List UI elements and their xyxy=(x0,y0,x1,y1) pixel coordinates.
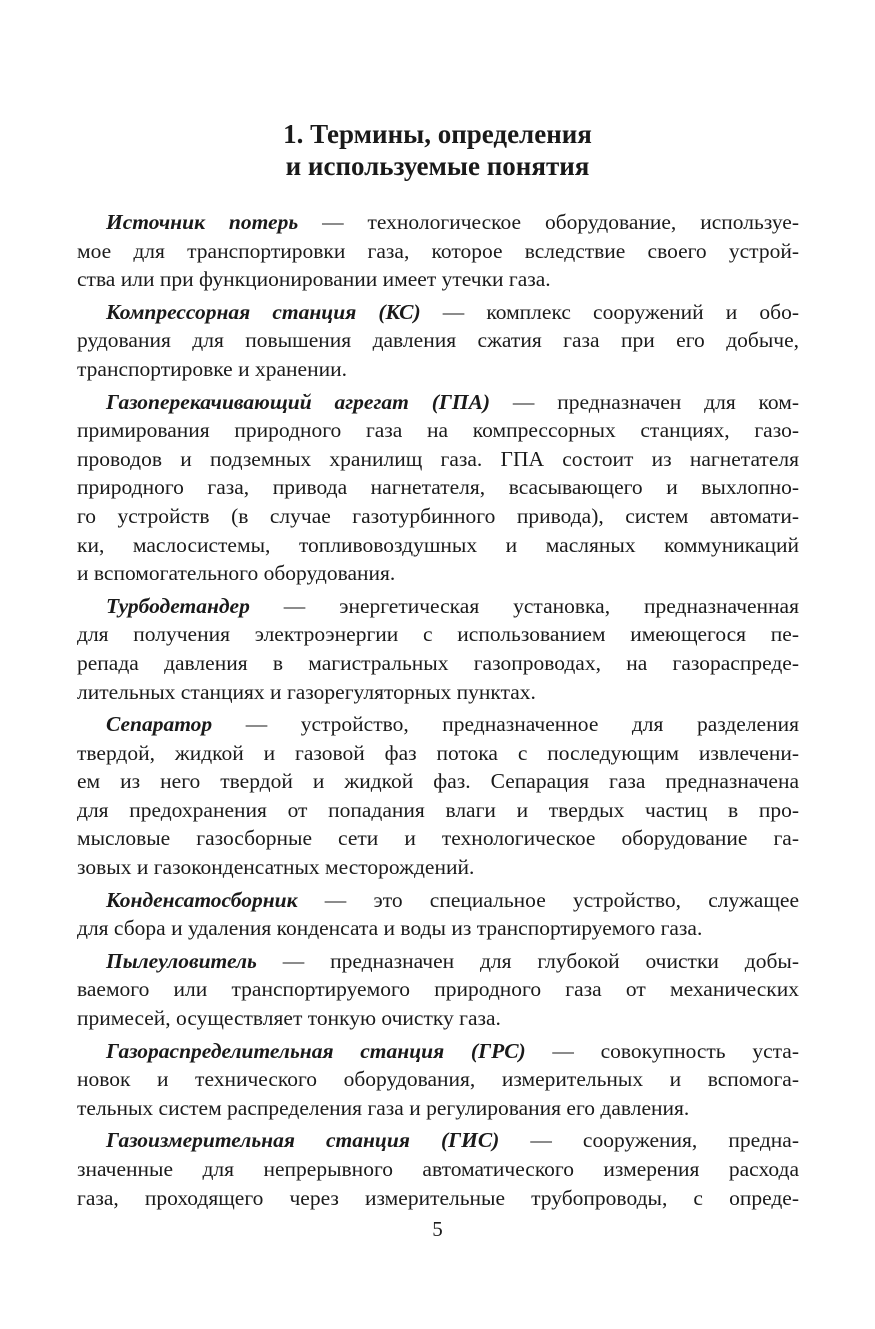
definition-term: Газоперекачивающий агрегат (ГПА) xyxy=(106,389,491,414)
definition-text-line: — устройство, предназначенное для разделения xyxy=(212,712,799,737)
definition-term: Сепаратор xyxy=(106,712,213,737)
definition-text-line: — сооружения, предна- xyxy=(499,1128,799,1153)
definition-paragraph xyxy=(77,1126,799,1212)
definition-text-line: лительных станциях и газорегуляторных пунктах. xyxy=(77,679,536,704)
chapter-title-line-2: и используемые понятия xyxy=(285,151,590,181)
definition-paragraph xyxy=(77,710,799,882)
definition-term: Источник потерь xyxy=(106,210,299,234)
definition-paragraph xyxy=(77,886,799,943)
definition-text-line: — это специальное устройство, служащее xyxy=(297,887,799,912)
definition-text-line: — комплекс сооружений и обо- xyxy=(420,299,799,324)
definition-paragraph xyxy=(77,592,799,706)
definition-text-line: для получения электроэнергии с использованием имеющегося пе- xyxy=(77,622,799,647)
definition-text-line: — энергетическая установка, предназначенная xyxy=(249,593,799,618)
definition-text-line: репада давления в магистральных газопроводах, на газораспреде- xyxy=(77,650,799,675)
definition-text-line: и вспомогательного оборудования. xyxy=(77,561,396,586)
definition-text-line: твердой, жидкой и газовой фаз потока с последующим извлечени- xyxy=(77,740,799,765)
definition-text-line: — технологическое оборудование, используе- xyxy=(298,210,799,234)
definition-term: Турбодетандер xyxy=(106,593,250,618)
definition-text-line: для сбора и удаления конденсата и воды из транспортируемого газа. xyxy=(77,916,703,941)
definition-text-line: значенные для непрерывного автоматического измерения расхода xyxy=(77,1157,799,1181)
definition-paragraph xyxy=(77,388,799,588)
definition-text-line: рудования для повышения давления сжатия газа при его добыче, xyxy=(77,328,799,353)
definition-text-line: — предназначен для глубокой очистки добы- xyxy=(256,948,799,973)
definition-text-line: примирования природного газа на компрессорных станциях, газо- xyxy=(77,418,799,443)
definition-term: Газоизмерительная станция (ГИС) xyxy=(106,1128,500,1153)
definition-text-line: мое для транспортировки газа, которое вследствие своего устрой- xyxy=(77,238,799,263)
definition-text-line: ки, маслосистемы, топливовоздушных и масляных коммуникаций xyxy=(77,532,799,557)
page-number: 5 xyxy=(432,1217,443,1241)
definition-text-line: ем из него твердой и жидкой фаз. Сепарация газа предназначена xyxy=(77,769,799,794)
definition-paragraph xyxy=(77,208,799,294)
definition-term: Конденсатосборник xyxy=(106,887,298,912)
definition-text-line: для предохранения от попадания влаги и твердых частиц в про- xyxy=(77,797,799,822)
definition-term: Газораспределительная станция (ГРС) xyxy=(106,1038,526,1063)
definition-text-line: новок и технического оборудования, измерительных и вспомога- xyxy=(77,1067,799,1092)
definition-text-line: примесей, осуществляет тонкую очистку газа. xyxy=(77,1006,501,1031)
definition-text-line: мысловые газосборные сети и технологическое оборудование га- xyxy=(77,826,799,851)
definition-term: Пылеуловитель xyxy=(106,948,257,973)
definition-text-line: зовых и газоконденсатных месторождений. xyxy=(77,855,475,880)
definition-text-line: проводов и подземных хранилищ газа. ГПА состоит из нагнетателя xyxy=(77,446,799,471)
definition-paragraph xyxy=(77,298,799,384)
definition-term: Компрессорная станция (КС) xyxy=(106,299,421,324)
definition-text-line: ваемого или транспортируемого природного газа от механических xyxy=(77,977,799,1002)
definition-paragraph xyxy=(77,947,799,1033)
definition-text-line: го устройств (в случае газотурбинного привода), систем автомати- xyxy=(77,503,799,528)
chapter-title xyxy=(0,118,875,182)
definition-text-line: — совокупность уста- xyxy=(525,1038,799,1063)
body-text xyxy=(77,208,799,1212)
definition-text-line: ства или при функционировании имеет утечки газа. xyxy=(77,267,551,292)
definition-text-line: газа, проходящего через измерительные трубопроводы, с опреде- xyxy=(77,1185,799,1210)
definition-text-line: транспортировке и хранении. xyxy=(77,356,347,381)
definition-text-line: природного газа, привода нагнетателя, всасывающего и выхлопно- xyxy=(77,475,799,500)
definition-text-line: — предназначен для ком- xyxy=(490,389,800,414)
definition-text-line: тельных систем распределения газа и регулирования его давления. xyxy=(77,1095,690,1120)
definition-paragraph xyxy=(77,1037,799,1123)
chapter-title-line-1: 1. Термины, определения xyxy=(283,119,592,149)
